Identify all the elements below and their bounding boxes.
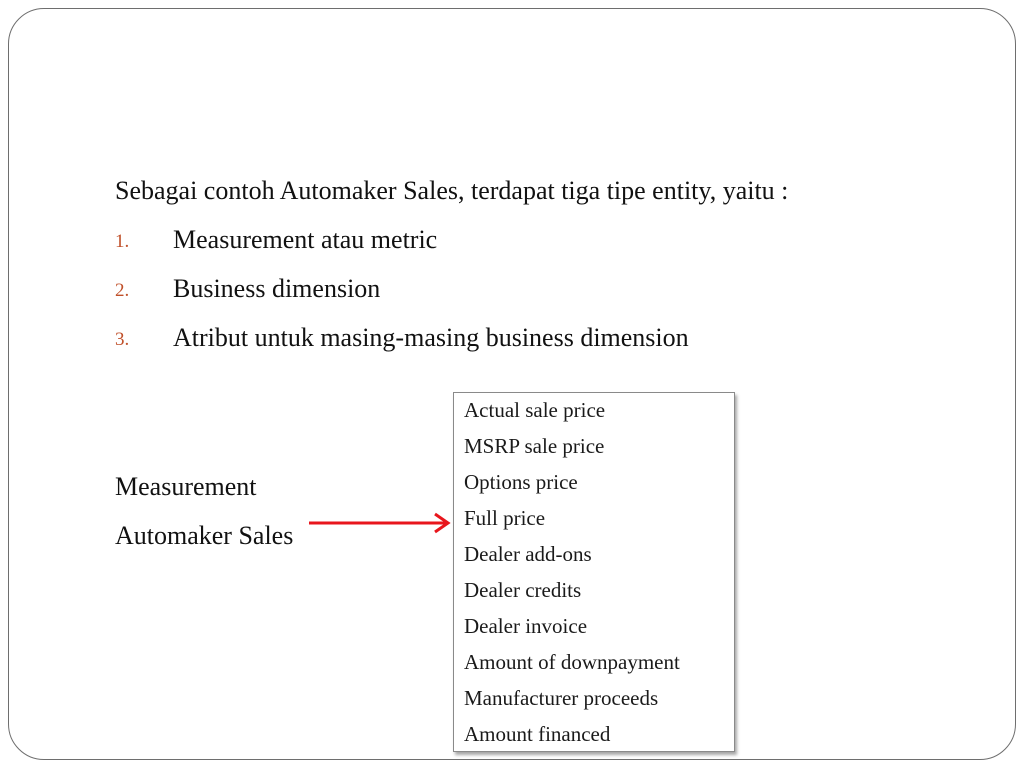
list-text: Business dimension: [173, 274, 381, 303]
measurement-attributes-box: [453, 392, 735, 752]
list-item: MSRP sale price: [464, 434, 605, 458]
list-item: Amount of downpayment: [464, 650, 680, 674]
list-item: Full price: [464, 506, 546, 530]
list-number: 2.: [115, 280, 130, 301]
list-item: Dealer invoice: [464, 614, 588, 638]
list-text: Atribut untuk masing-masing business dimension: [173, 323, 689, 352]
automaker-sales-label: Automaker Sales: [115, 521, 294, 550]
list-item: Amount financed: [464, 722, 611, 746]
list-item: Dealer credits: [464, 578, 582, 602]
measurement-label: Measurement: [115, 472, 257, 501]
measurement-attributes-list: [464, 395, 734, 755]
list-number: 3.: [115, 329, 130, 350]
slide: [8, 8, 1016, 760]
list-item: Actual sale price: [464, 398, 606, 422]
list-item: Dealer add-ons: [464, 542, 592, 566]
intro-text: Sebagai contoh Automaker Sales, terdapat tiga tipe entity, yaitu :: [115, 176, 789, 205]
list-text: Measurement atau metric: [173, 225, 438, 254]
arrow-right-icon: [307, 511, 457, 535]
list-item: Options price: [464, 470, 578, 494]
list-number: 1.: [115, 231, 130, 252]
list-item: Manufacturer proceeds: [464, 686, 659, 710]
